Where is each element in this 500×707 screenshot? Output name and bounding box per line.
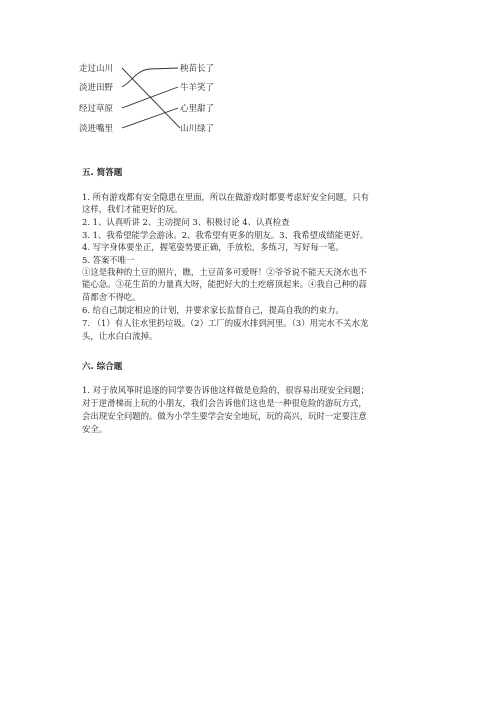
match-right-item: 牛羊笑了	[180, 83, 215, 93]
match-line	[122, 87, 178, 108]
answer-line: 1. 所有游戏都有安全隐患在里面，所以在做游戏时都要考虑好安全问题，只有	[82, 192, 370, 202]
answer-line: 对于逆滑梯而上玩的小朋友，我们会告诉他们这也是一种很危险的游玩方式，	[82, 398, 367, 408]
match-right-item: 心里甜了	[180, 104, 215, 114]
answer-line: 6. 给自己制定相应的计划，并要求家长监督自己，提高自我的约束力。	[82, 305, 344, 315]
answer-line: 安全。	[82, 424, 108, 434]
section-title-comprehensive: 六. 综合题	[82, 362, 123, 372]
match-left-item: 走过山川	[79, 64, 114, 74]
answer-line: 1. 对于放风筝时追逐的同学要告诉他这样做是危险的，很容易出现安全问题；	[82, 385, 370, 395]
answer-line: 4. 写字身体要坐正，握笔姿势要正确，手放松，多练习，写好每一笔。	[82, 242, 344, 252]
answer-line: 2. 1、认真听讲 2、主动提问 3、积极讨论 4、认真检查	[82, 217, 290, 227]
match-left-item: 淡进田野	[79, 83, 114, 93]
match-line	[122, 68, 180, 128]
answer-line: ①这是我种的土豆的照片，瞧，土豆苗多可爱呀！②爷爷说不能天天浇水也不	[82, 267, 367, 277]
answer-line: 苗都舍不得吃。	[82, 292, 141, 302]
match-right-item: 山川绿了	[180, 124, 215, 134]
matching-exercise	[70, 56, 240, 141]
match-line	[122, 108, 178, 128]
match-line	[122, 68, 178, 87]
match-left-item: 淡进嘴里	[79, 124, 114, 134]
answer-line: 头，让水白白流掉。	[82, 331, 158, 341]
answer-line: 能心急。③花生苗的力量真大呀，能把好大的土疙瘩顶起来。④我自己种的蒜	[82, 279, 367, 289]
answer-line: 这样，我们才能更好的玩。	[82, 204, 183, 214]
answer-line: 3. 1、我希望能学会游泳。2、我希望有更多的朋友。3、我希望成绩能更好。	[82, 230, 369, 240]
match-right-item: 秧苗长了	[180, 64, 215, 74]
answer-line: 5. 答案不唯一	[82, 255, 135, 265]
section-title-short-answer: 五. 简答题	[82, 168, 123, 178]
answer-line: 7. （1）有人往水里扔垃圾。（2）工厂的废水排到河里。（3）用完水不关水龙	[82, 318, 369, 328]
answer-line: 会出现安全问题的。做为小学生要学会安全地玩，玩的高兴，玩时一定要注意	[82, 411, 367, 421]
match-left-item: 经过草原	[79, 104, 114, 114]
